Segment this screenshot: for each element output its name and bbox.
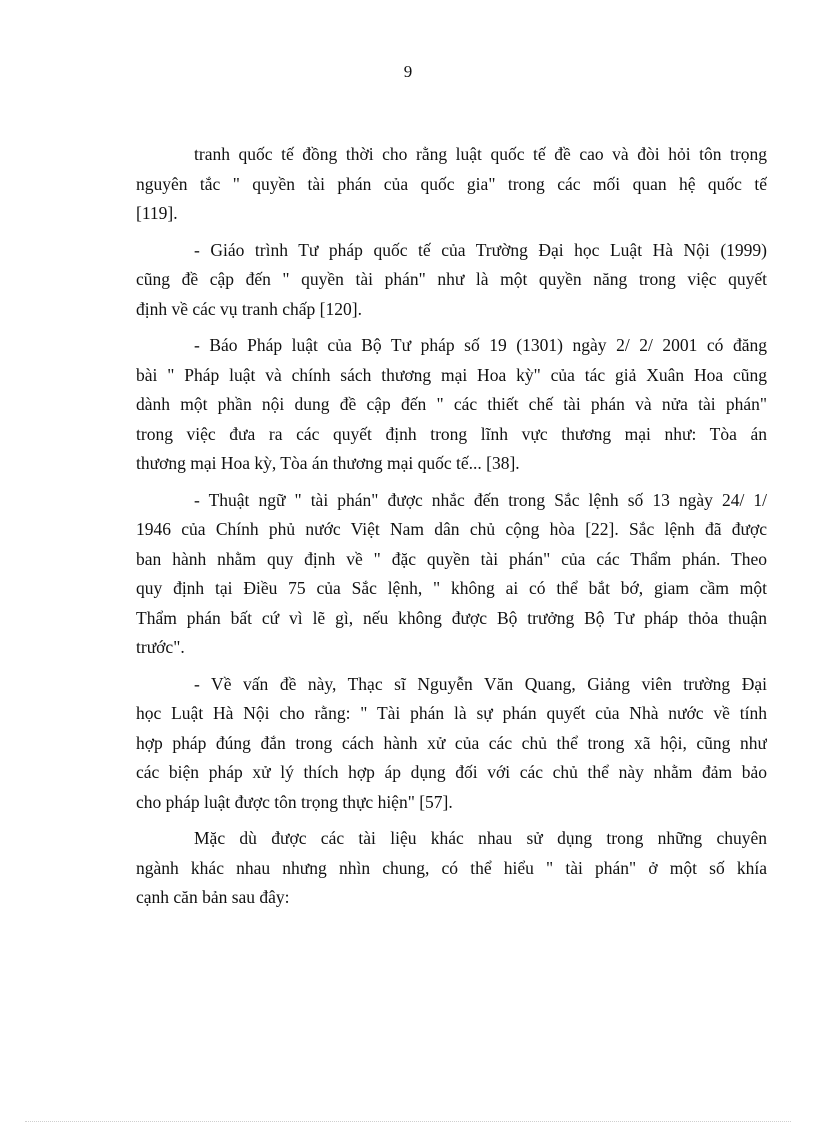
page-bottom-divider	[25, 1121, 791, 1122]
text-line: cũng đề cập đến " quyền tài phán" như là một quyền năng trong việc quyết	[136, 269, 767, 289]
text-line: nguyên tắc " quyền tài phán của quốc gia" trong các mối quan hệ quốc tế	[136, 173, 767, 194]
paragraph-6	[136, 824, 767, 913]
text-line: - Báo Pháp luật của Bộ Tư pháp số 19 (1301) ngày 2/ 2/ 2001 có đăng	[194, 335, 767, 355]
text-line: cho pháp luật được tôn trọng thực hiện" [57].	[136, 791, 453, 812]
text-line: - Thuật ngữ " tài phán" được nhắc đến trong Sắc lệnh số 13 ngày 24/ 1/	[194, 489, 767, 510]
paragraph-1	[136, 140, 767, 229]
text-line: 1946 của Chính phủ nước Việt Nam dân chủ cộng hòa [22]. Sắc lệnh đã được	[136, 519, 767, 539]
text-line: dành một phần nội dung đề cập đến " các thiết chế tài phán và nửa tài phán"	[136, 394, 767, 414]
document-body	[136, 140, 767, 920]
text-line: Thẩm phán bất cứ vì lẽ gì, nếu không được Bộ trưởng Bộ Tư pháp thỏa thuận	[136, 607, 767, 628]
text-line: tranh quốc tế đồng thời cho rằng luật quốc tế đề cao và đòi hỏi tôn trọng	[194, 144, 767, 164]
paragraph-5	[136, 670, 767, 818]
text-line: hợp pháp đúng đắn trong cách hành xử của các chủ thể trong xã hội, cũng như	[136, 732, 767, 753]
text-line: cạnh căn bản sau đây:	[136, 887, 290, 907]
text-line: - Về vấn đề này, Thạc sĩ Nguyễn Văn Quang, Giảng viên trường Đại	[194, 673, 767, 694]
text-line: học Luật Hà Nội cho rằng: " Tài phán là sự phán quyết của Nhà nước về tính	[136, 703, 767, 723]
paragraph-2	[136, 236, 767, 325]
text-line: quy định tại Điều 75 của Sắc lệnh, " không ai có thể bắt bớ, giam cầm một	[136, 578, 767, 598]
text-line: [119].	[136, 203, 178, 223]
paragraph-4	[136, 486, 767, 663]
text-line: bài " Pháp luật và chính sách thương mại Hoa kỳ" của tác giả Xuân Hoa cũng	[136, 364, 767, 385]
text-line: thương mại Hoa kỳ, Tòa án thương mại quốc tế... [38].	[136, 453, 520, 473]
page-number: 9	[403, 62, 413, 81]
text-line: trước".	[136, 637, 185, 657]
text-line: Mặc dù được các tài liệu khác nhau sử dụng trong những chuyên	[194, 828, 767, 848]
text-line: ban hành nhằm quy định về " đặc quyền tài phán" của các Thẩm phán. Theo	[136, 548, 767, 569]
text-line: - Giáo trình Tư pháp quốc tế của Trường Đại học Luật Hà Nội (1999)	[194, 239, 767, 260]
text-line: ngành khác nhau nhưng nhìn chung, có thể hiểu " tài phán" ở một số khía	[136, 857, 767, 878]
text-line: các biện pháp xử lý thích hợp áp dụng đối với các chủ thể này nhằm đảm bảo	[136, 762, 767, 782]
text-line: trong việc đưa ra các quyết định trong lĩnh vực thương mại như: Tòa án	[136, 423, 767, 444]
paragraph-3	[136, 331, 767, 479]
text-line: định về các vụ tranh chấp [120].	[136, 298, 362, 319]
